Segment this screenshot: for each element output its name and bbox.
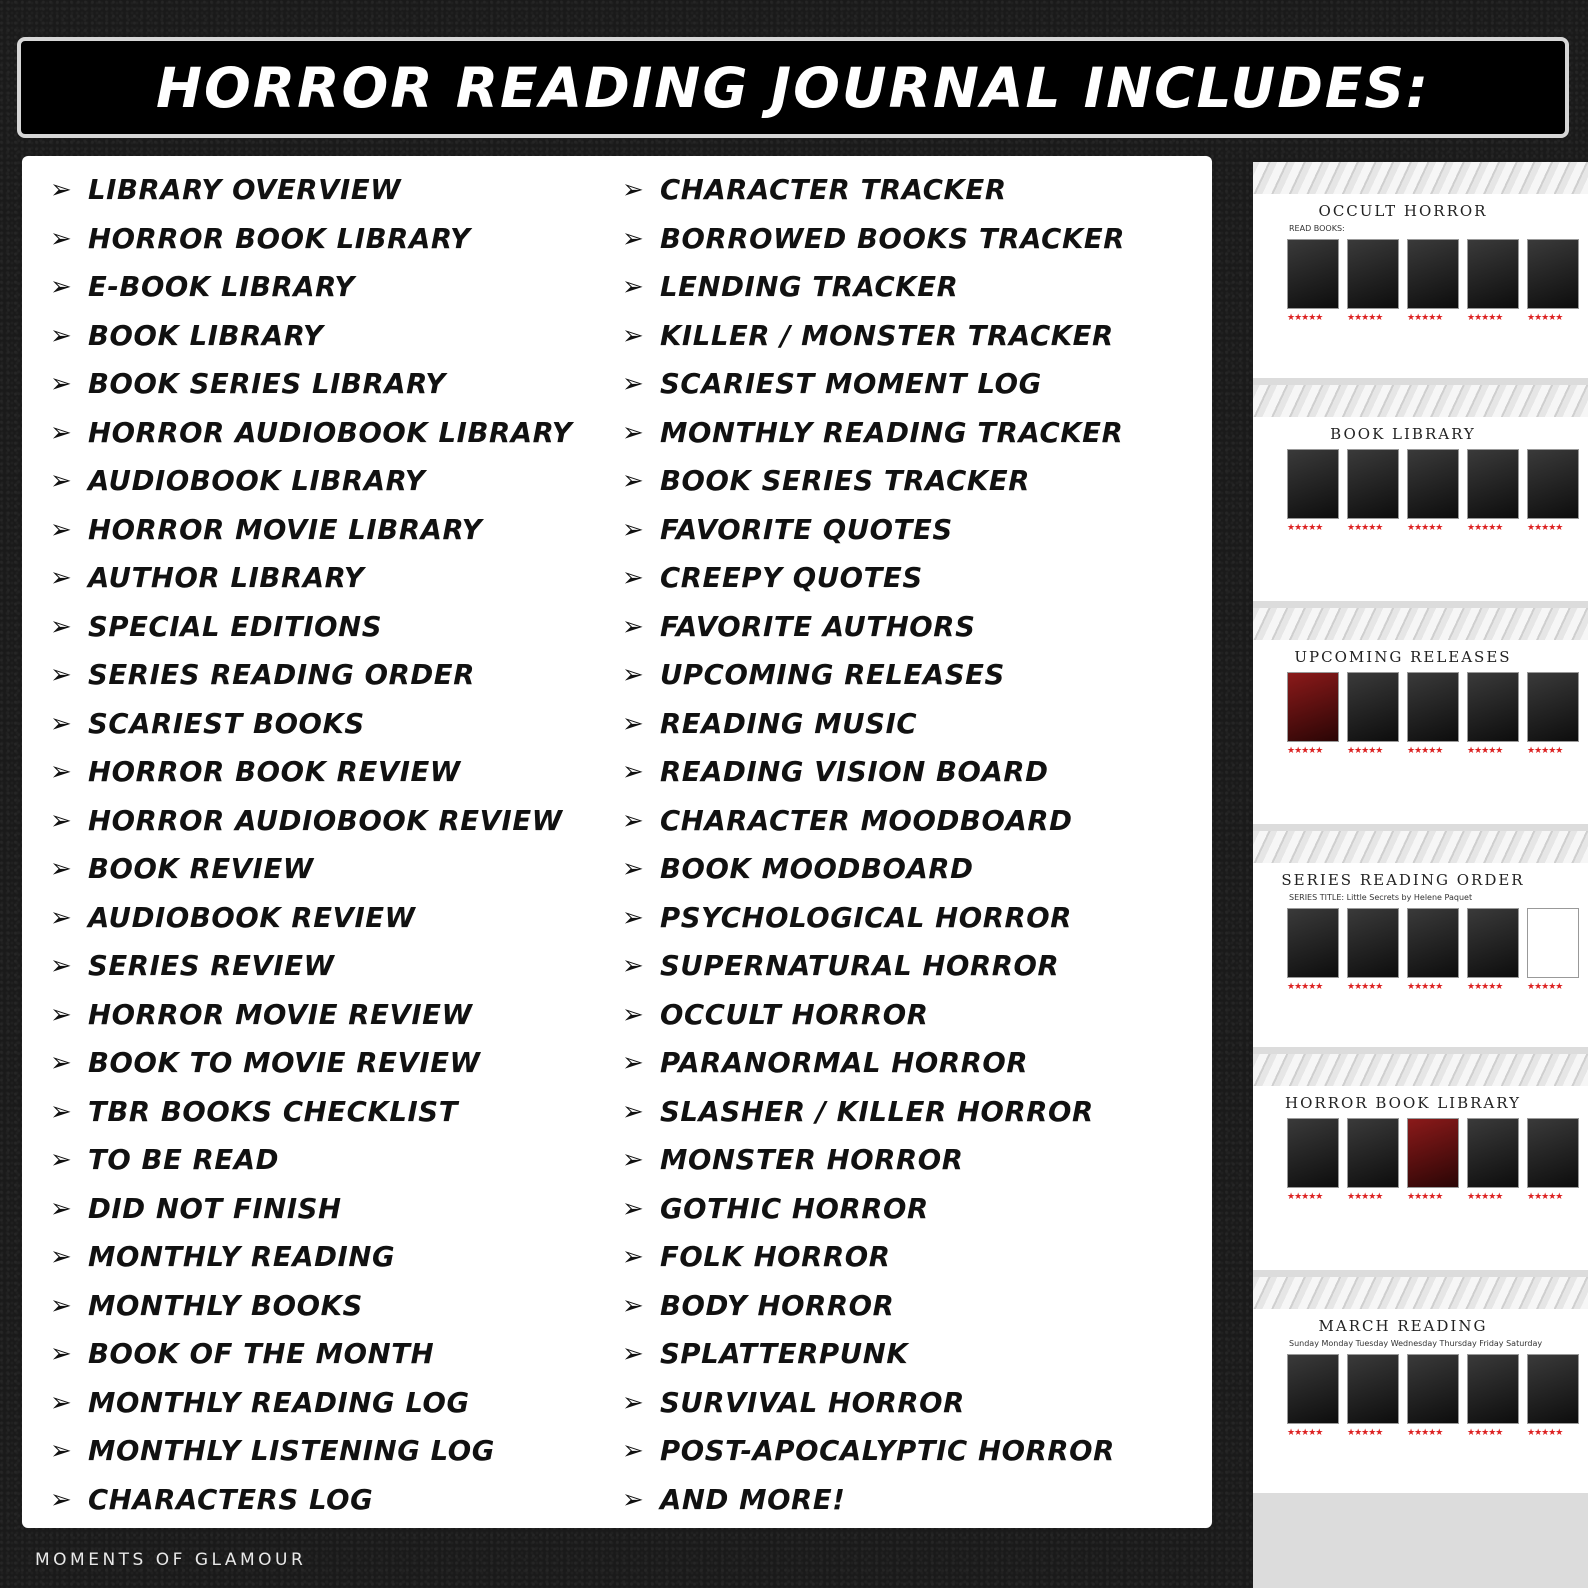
arrow-bullet-icon: ➢	[50, 223, 73, 254]
book-cover-row	[1287, 239, 1588, 309]
arrow-bullet-icon: ➢	[50, 1145, 73, 1176]
preview-page	[1253, 608, 1588, 824]
list-item	[622, 942, 1125, 991]
list-item	[50, 1330, 572, 1379]
arrow-bullet-icon: ➢	[622, 660, 645, 691]
arrow-bullet-icon: ➢	[622, 369, 645, 400]
arrow-bullet-icon: ➢	[622, 902, 645, 933]
star-rating-icon: ★★★★★	[1527, 982, 1563, 992]
arrow-bullet-icon: ➢	[50, 514, 73, 545]
book-cover-thumbnail	[1287, 672, 1339, 742]
list-item	[50, 845, 572, 894]
book-cover-thumbnail	[1467, 672, 1519, 742]
list-item-label: LIBRARY OVERVIEW	[88, 174, 402, 207]
arrow-bullet-icon: ➢	[50, 1436, 73, 1467]
list-item	[50, 1088, 572, 1137]
arrow-bullet-icon: ➢	[622, 223, 645, 254]
list-item	[622, 1427, 1125, 1476]
arrow-bullet-icon: ➢	[50, 902, 73, 933]
arrow-bullet-icon: ➢	[622, 320, 645, 351]
list-item-label: KILLER / MONSTER TRACKER	[660, 319, 1114, 352]
list-item-label: READING VISION BOARD	[660, 756, 1049, 789]
star-rating-icon: ★★★★★	[1347, 1428, 1383, 1438]
list-item-label: MONTHLY BOOKS	[88, 1289, 363, 1322]
list-item-label: UPCOMING RELEASES	[660, 659, 1005, 692]
arrow-bullet-icon: ➢	[50, 1387, 73, 1418]
list-item	[622, 263, 1125, 312]
arrow-bullet-icon: ➢	[50, 563, 73, 594]
list-item-label: FAVORITE AUTHORS	[660, 610, 976, 643]
list-item-label: CREEPY QUOTES	[660, 562, 923, 595]
book-cover-thumbnail	[1347, 908, 1399, 978]
list-item	[622, 748, 1125, 797]
arrow-bullet-icon: ➢	[622, 272, 645, 303]
list-item-label: DID NOT FINISH	[88, 1192, 342, 1225]
book-cover-thumbnail	[1287, 1118, 1339, 1188]
list-item-label: TBR BOOKS CHECKLIST	[88, 1095, 459, 1128]
list-item	[622, 457, 1125, 506]
book-cover-row	[1287, 1354, 1588, 1424]
list-item	[50, 506, 572, 555]
list-item	[622, 1039, 1125, 1088]
arrow-bullet-icon: ➢	[622, 999, 645, 1030]
list-item-label: HORROR AUDIOBOOK REVIEW	[88, 804, 563, 837]
book-cover-row	[1287, 672, 1588, 742]
list-item-label: AUTHOR LIBRARY	[88, 562, 365, 595]
star-rating-icon: ★★★★★	[1287, 982, 1323, 992]
contents-column-right	[622, 166, 1125, 1524]
list-item	[50, 1427, 572, 1476]
star-rating-icon: ★★★★★	[1467, 313, 1503, 323]
star-rating-icon: ★★★★★	[1467, 746, 1503, 756]
book-cover-thumbnail	[1467, 908, 1519, 978]
arrow-bullet-icon: ➢	[50, 1290, 73, 1321]
list-item	[50, 991, 572, 1040]
list-item	[50, 263, 572, 312]
contents-column-left	[50, 166, 572, 1524]
list-item-label: SERIES REVIEW	[88, 950, 335, 983]
preview-page-title: BOOK LIBRARY	[1330, 425, 1476, 443]
book-cover-thumbnail	[1527, 1118, 1579, 1188]
arrow-bullet-icon: ➢	[50, 951, 73, 982]
list-item-label: FOLK HORROR	[660, 1241, 891, 1274]
book-cover-thumbnail	[1347, 672, 1399, 742]
list-item-label: MONTHLY READING	[88, 1241, 396, 1274]
arrow-bullet-icon: ➢	[622, 175, 645, 206]
list-item-label: HORROR AUDIOBOOK LIBRARY	[88, 416, 573, 449]
list-item	[622, 894, 1125, 943]
list-item-label: POST-APOCALYPTIC HORROR	[660, 1435, 1115, 1468]
list-item-label: MONTHLY LISTENING LOG	[88, 1435, 495, 1468]
arrow-bullet-icon: ➢	[50, 320, 73, 351]
list-item	[622, 603, 1125, 652]
arrow-bullet-icon: ➢	[50, 999, 73, 1030]
rating-row	[1287, 746, 1588, 756]
arrow-bullet-icon: ➢	[50, 1242, 73, 1273]
list-item-label: AUDIOBOOK REVIEW	[88, 901, 416, 934]
list-item	[50, 748, 572, 797]
star-rating-icon: ★★★★★	[1467, 982, 1503, 992]
list-item-label: PSYCHOLOGICAL HORROR	[660, 901, 1073, 934]
arrow-bullet-icon: ➢	[622, 1242, 645, 1273]
arrow-bullet-icon: ➢	[622, 1436, 645, 1467]
star-rating-icon: ★★★★★	[1467, 1192, 1503, 1202]
arrow-bullet-icon: ➢	[622, 1048, 645, 1079]
list-item-label: READING MUSIC	[660, 707, 918, 740]
list-item-label: BOOK TO MOVIE REVIEW	[88, 1047, 481, 1080]
list-item-label: BOOK REVIEW	[88, 853, 314, 886]
list-item	[622, 166, 1125, 215]
list-item	[50, 603, 572, 652]
list-item-label: BODY HORROR	[660, 1289, 895, 1322]
star-rating-icon: ★★★★★	[1407, 982, 1443, 992]
page-header-texture	[1253, 831, 1588, 863]
arrow-bullet-icon: ➢	[50, 1339, 73, 1370]
rating-row	[1287, 982, 1588, 992]
star-rating-icon: ★★★★★	[1287, 746, 1323, 756]
list-item-label: PARANORMAL HORROR	[660, 1047, 1029, 1080]
book-cover-thumbnail	[1467, 449, 1519, 519]
book-cover-thumbnail	[1467, 1118, 1519, 1188]
book-cover-thumbnail	[1407, 1354, 1459, 1424]
list-item-label: BOOK OF THE MONTH	[88, 1338, 435, 1371]
book-cover-thumbnail	[1287, 239, 1339, 309]
star-rating-icon: ★★★★★	[1347, 1192, 1383, 1202]
list-item-label: TO BE READ	[88, 1144, 280, 1177]
arrow-bullet-icon: ➢	[622, 466, 645, 497]
arrow-bullet-icon: ➢	[622, 805, 645, 836]
list-item-label: SCARIEST MOMENT LOG	[660, 368, 1042, 401]
arrow-bullet-icon: ➢	[622, 1145, 645, 1176]
page-header-texture	[1253, 162, 1588, 194]
list-item-label: BOOK SERIES TRACKER	[660, 465, 1030, 498]
rating-row	[1287, 523, 1588, 533]
list-item	[622, 797, 1125, 846]
preview-sub-label: SERIES TITLE: Little Secrets by Helene Paquet	[1289, 893, 1473, 902]
book-cover-row	[1287, 449, 1588, 519]
arrow-bullet-icon: ➢	[50, 708, 73, 739]
arrow-bullet-icon: ➢	[50, 369, 73, 400]
list-item-label: HORROR BOOK LIBRARY	[88, 222, 471, 255]
arrow-bullet-icon: ➢	[50, 466, 73, 497]
preview-page	[1253, 385, 1588, 601]
book-cover-row	[1287, 1118, 1588, 1188]
preview-sub-label: READ BOOKS:	[1289, 224, 1345, 233]
list-item	[622, 700, 1125, 749]
list-item-label: HORROR MOVIE LIBRARY	[88, 513, 483, 546]
list-item	[622, 506, 1125, 555]
list-item-label: HORROR MOVIE REVIEW	[88, 998, 473, 1031]
list-item-label: AND MORE!	[660, 1483, 846, 1516]
arrow-bullet-icon: ➢	[50, 805, 73, 836]
list-item-label: OCCULT HORROR	[660, 998, 929, 1031]
arrow-bullet-icon: ➢	[50, 1484, 73, 1515]
list-item	[622, 554, 1125, 603]
list-item	[622, 1476, 1125, 1525]
list-item-label: FAVORITE QUOTES	[660, 513, 953, 546]
list-item	[50, 700, 572, 749]
preview-page	[1253, 1054, 1588, 1270]
arrow-bullet-icon: ➢	[50, 1096, 73, 1127]
list-item-label: CHARACTER MOODBOARD	[660, 804, 1073, 837]
list-item	[50, 894, 572, 943]
title-banner	[17, 37, 1569, 138]
list-item	[622, 215, 1125, 264]
list-item-label: GOTHIC HORROR	[660, 1192, 929, 1225]
preview-page-title: SERIES READING ORDER	[1281, 871, 1525, 889]
star-rating-icon: ★★★★★	[1347, 746, 1383, 756]
list-item-label: SURVIVAL HORROR	[660, 1386, 965, 1419]
list-item-label: BOOK MOODBOARD	[660, 853, 974, 886]
list-item-label: SUPERNATURAL HORROR	[660, 950, 1060, 983]
list-item	[622, 1136, 1125, 1185]
list-item-label: CHARACTERS LOG	[88, 1483, 374, 1516]
star-rating-icon: ★★★★★	[1527, 1428, 1563, 1438]
list-item-label: MONTHLY READING LOG	[88, 1386, 470, 1419]
list-item	[50, 797, 572, 846]
list-item	[622, 1088, 1125, 1137]
book-cover-thumbnail	[1407, 672, 1459, 742]
book-cover-thumbnail	[1527, 449, 1579, 519]
list-item	[622, 409, 1125, 458]
preview-page	[1253, 162, 1588, 378]
rating-row	[1287, 1192, 1588, 1202]
star-rating-icon: ★★★★★	[1347, 982, 1383, 992]
star-rating-icon: ★★★★★	[1287, 523, 1323, 533]
list-item	[50, 1233, 572, 1282]
star-rating-icon: ★★★★★	[1527, 523, 1563, 533]
book-cover-thumbnail	[1467, 239, 1519, 309]
list-item	[50, 312, 572, 361]
page-previews-strip	[1253, 162, 1588, 1588]
list-item	[50, 942, 572, 991]
arrow-bullet-icon: ➢	[50, 417, 73, 448]
list-item	[622, 1185, 1125, 1234]
star-rating-icon: ★★★★★	[1467, 523, 1503, 533]
book-cover-thumbnail	[1347, 239, 1399, 309]
book-cover-thumbnail	[1407, 239, 1459, 309]
arrow-bullet-icon: ➢	[622, 611, 645, 642]
list-item	[50, 409, 572, 458]
book-cover-thumbnail	[1287, 908, 1339, 978]
banner-title: HORROR READING JOURNAL INCLUDES:	[155, 55, 1431, 120]
star-rating-icon: ★★★★★	[1407, 313, 1443, 323]
book-cover-thumbnail	[1347, 1118, 1399, 1188]
list-item	[50, 651, 572, 700]
rating-row	[1287, 313, 1588, 323]
list-item	[622, 651, 1125, 700]
list-item-label: HORROR BOOK REVIEW	[88, 756, 461, 789]
arrow-bullet-icon: ➢	[622, 757, 645, 788]
book-cover-thumbnail	[1347, 1354, 1399, 1424]
preview-page	[1253, 831, 1588, 1047]
list-item-label: SCARIEST BOOKS	[88, 707, 365, 740]
arrow-bullet-icon: ➢	[50, 611, 73, 642]
book-cover-thumbnail	[1467, 1354, 1519, 1424]
preview-page-title: MARCH READING	[1318, 1317, 1488, 1335]
book-cover-thumbnail	[1527, 1354, 1579, 1424]
book-cover-thumbnail	[1287, 449, 1339, 519]
preview-page-title: UPCOMING RELEASES	[1294, 648, 1512, 666]
list-item	[50, 1282, 572, 1331]
book-cover-row	[1287, 908, 1588, 978]
arrow-bullet-icon: ➢	[50, 757, 73, 788]
list-item	[622, 1233, 1125, 1282]
list-item	[50, 457, 572, 506]
arrow-bullet-icon: ➢	[622, 1193, 645, 1224]
arrow-bullet-icon: ➢	[622, 951, 645, 982]
arrow-bullet-icon: ➢	[50, 854, 73, 885]
star-rating-icon: ★★★★★	[1467, 1428, 1503, 1438]
list-item-label: SPLATTERPUNK	[660, 1338, 909, 1371]
arrow-bullet-icon: ➢	[50, 1048, 73, 1079]
page-header-texture	[1253, 1054, 1588, 1086]
list-item	[622, 991, 1125, 1040]
arrow-bullet-icon: ➢	[50, 272, 73, 303]
list-item	[622, 312, 1125, 361]
star-rating-icon: ★★★★★	[1287, 1428, 1323, 1438]
preview-page	[1253, 1277, 1588, 1493]
list-item-label: BOOK SERIES LIBRARY	[88, 368, 446, 401]
list-item	[50, 1476, 572, 1525]
contents-list-panel	[22, 156, 1212, 1528]
star-rating-icon: ★★★★★	[1287, 1192, 1323, 1202]
star-rating-icon: ★★★★★	[1527, 746, 1563, 756]
arrow-bullet-icon: ➢	[622, 1484, 645, 1515]
book-cover-thumbnail	[1407, 1118, 1459, 1188]
book-cover-thumbnail	[1527, 672, 1579, 742]
list-item	[622, 360, 1125, 409]
list-item	[622, 845, 1125, 894]
arrow-bullet-icon: ➢	[622, 1339, 645, 1370]
list-item	[622, 1282, 1125, 1331]
arrow-bullet-icon: ➢	[622, 708, 645, 739]
list-item	[622, 1330, 1125, 1379]
star-rating-icon: ★★★★★	[1407, 746, 1443, 756]
list-item	[622, 1379, 1125, 1428]
list-item-label: MONSTER HORROR	[660, 1144, 964, 1177]
preview-page-title: HORROR BOOK LIBRARY	[1285, 1094, 1521, 1112]
list-item	[50, 554, 572, 603]
list-item	[50, 1185, 572, 1234]
book-cover-thumbnail	[1527, 908, 1579, 978]
page-header-texture	[1253, 1277, 1588, 1309]
preview-page-title: OCCULT HORROR	[1318, 202, 1488, 220]
list-item-label: MONTHLY READING TRACKER	[660, 416, 1124, 449]
list-item	[50, 215, 572, 264]
list-item-label: SPECIAL EDITIONS	[88, 610, 383, 643]
list-item	[50, 1379, 572, 1428]
list-item-label: BOOK LIBRARY	[88, 319, 324, 352]
list-item	[50, 1136, 572, 1185]
arrow-bullet-icon: ➢	[50, 175, 73, 206]
star-rating-icon: ★★★★★	[1407, 1192, 1443, 1202]
arrow-bullet-icon: ➢	[50, 1193, 73, 1224]
book-cover-thumbnail	[1347, 449, 1399, 519]
list-item	[50, 1039, 572, 1088]
list-item-label: SERIES READING ORDER	[88, 659, 475, 692]
page-header-texture	[1253, 385, 1588, 417]
preview-sub-label: Sunday Monday Tuesday Wednesday Thursday Friday Saturday	[1289, 1339, 1543, 1348]
book-cover-thumbnail	[1527, 239, 1579, 309]
arrow-bullet-icon: ➢	[622, 1290, 645, 1321]
star-rating-icon: ★★★★★	[1347, 313, 1383, 323]
list-item-label: BORROWED BOOKS TRACKER	[660, 222, 1126, 255]
rating-row	[1287, 1428, 1588, 1438]
list-item-label: E-BOOK LIBRARY	[88, 271, 355, 304]
list-item	[50, 360, 572, 409]
book-cover-thumbnail	[1407, 449, 1459, 519]
book-cover-thumbnail	[1287, 1354, 1339, 1424]
arrow-bullet-icon: ➢	[622, 854, 645, 885]
star-rating-icon: ★★★★★	[1407, 523, 1443, 533]
arrow-bullet-icon: ➢	[50, 660, 73, 691]
list-item-label: SLASHER / KILLER HORROR	[660, 1095, 1094, 1128]
star-rating-icon: ★★★★★	[1407, 1428, 1443, 1438]
book-cover-thumbnail	[1407, 908, 1459, 978]
list-item-label: CHARACTER TRACKER	[660, 174, 1007, 207]
arrow-bullet-icon: ➢	[622, 1096, 645, 1127]
list-item	[50, 166, 572, 215]
brand-name: MOMENTS OF GLAMOUR	[35, 1550, 307, 1570]
star-rating-icon: ★★★★★	[1347, 523, 1383, 533]
arrow-bullet-icon: ➢	[622, 1387, 645, 1418]
star-rating-icon: ★★★★★	[1527, 1192, 1563, 1202]
list-item-label: AUDIOBOOK LIBRARY	[88, 465, 426, 498]
arrow-bullet-icon: ➢	[622, 417, 645, 448]
page-header-texture	[1253, 608, 1588, 640]
star-rating-icon: ★★★★★	[1287, 313, 1323, 323]
star-rating-icon: ★★★★★	[1527, 313, 1563, 323]
list-item-label: LENDING TRACKER	[660, 271, 959, 304]
arrow-bullet-icon: ➢	[622, 563, 645, 594]
arrow-bullet-icon: ➢	[622, 514, 645, 545]
